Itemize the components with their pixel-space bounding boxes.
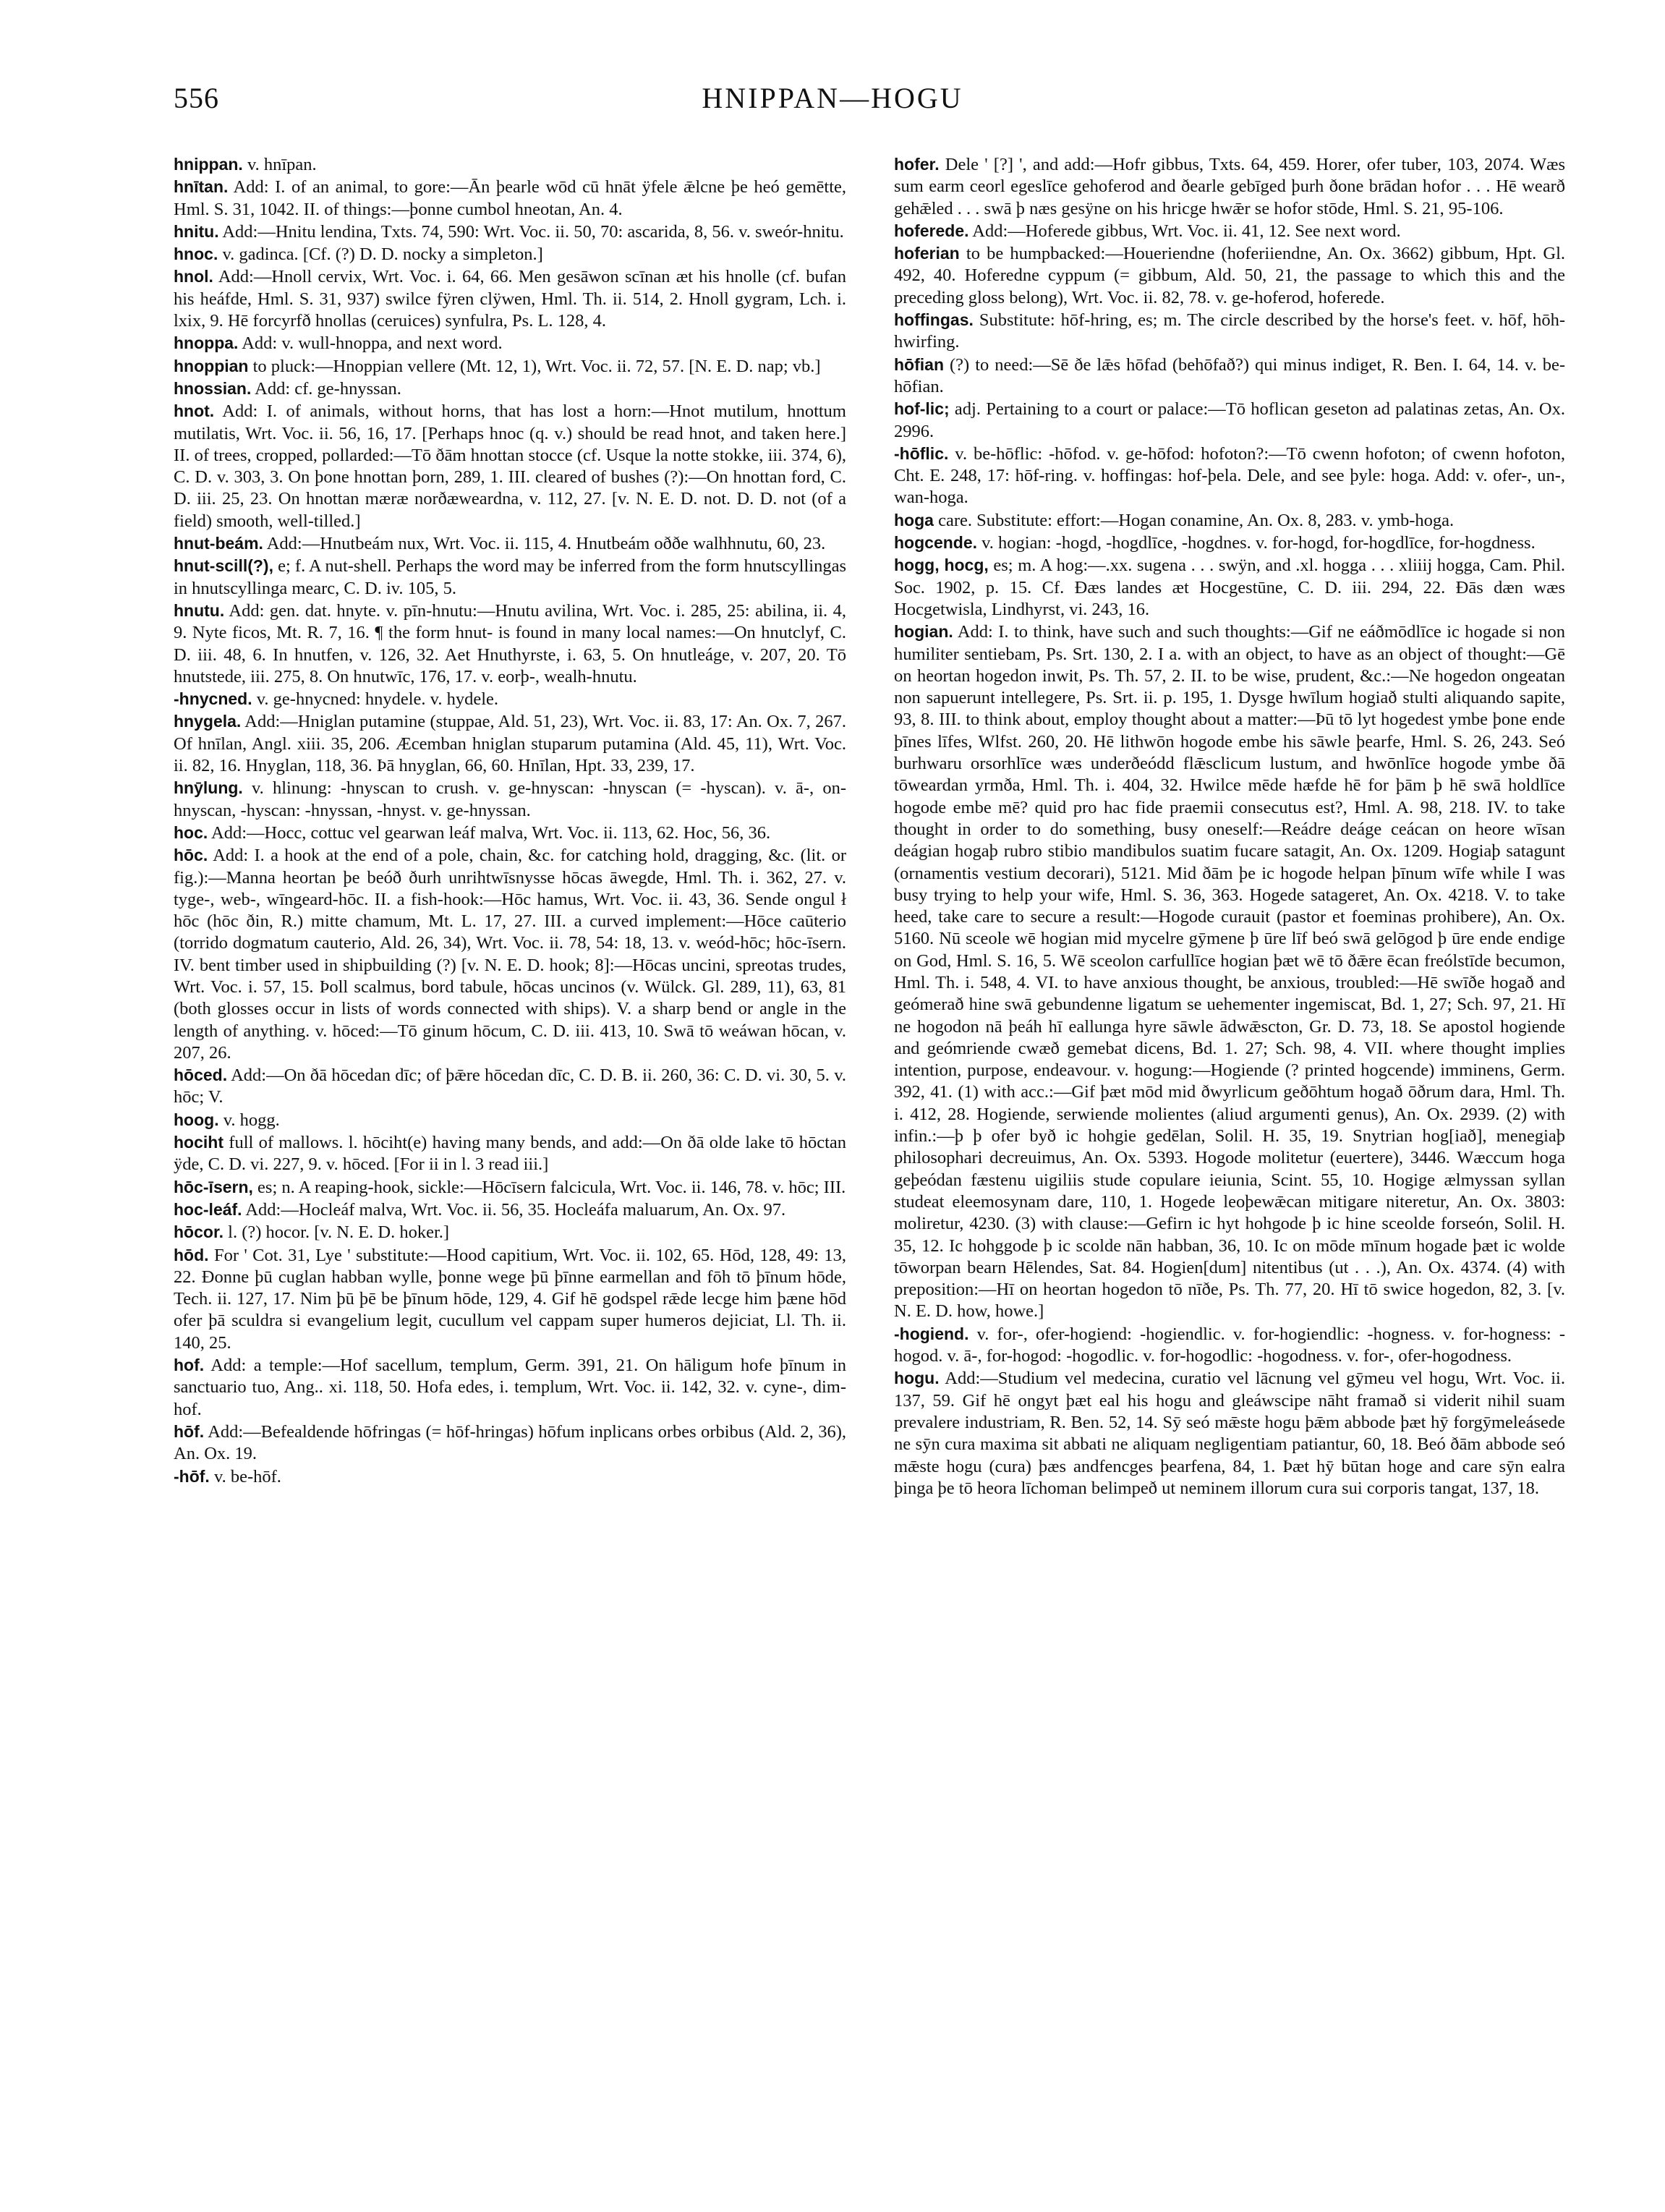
entry-text: es; m. A hog:—.xx. sugena . . . swÿn, and .xl. hogga . . . xliiij hogga, Cam. Phil. Soc. 1902, p. 15. Cf. Ðæs landes æt Hocgestūne, C. D. iii. 294, 22. Ðās dæn wæs Hocgetwisla, Lindhyrst, vi. 243, 16.: [894, 556, 1565, 619]
dictionary-entry: [894, 443, 1565, 509]
dictionary-entry: [174, 1199, 846, 1221]
dictionary-entry: [894, 398, 1565, 443]
entry-headword: hoc.: [174, 822, 208, 842]
entry-headword: hnossian.: [174, 378, 252, 398]
entry-headword: hogian.: [894, 622, 953, 642]
entry-headword: hnut-beám.: [174, 534, 263, 553]
entry-headword: -hōf.: [174, 1466, 210, 1486]
dictionary-entry: [174, 153, 846, 176]
entry-headword: hoffingas.: [894, 310, 974, 330]
dictionary-entry: [174, 1466, 846, 1488]
entry-headword: hof-lic;: [894, 399, 950, 419]
entry-text: Add:—Hocleáf malva, Wrt. Voc. ii. 56, 35. Hocleáfa maluarum, An. Ox. 97.: [242, 1199, 786, 1220]
entry-text: For ' Cot. 31, Lye ' substitute:—Hood capitium, Wrt. Voc. ii. 102, 65. Hōd, 128, 49: 13, 22. Ðonne þū cuglan habban wylle, þonne wege þū þīnne earmellan and fōh tō þīnum hōde, Tech. ii. 127, 17. Nim þū þē be þīnum hōde, 129, 4. Gif hē godspel rǣde lecge him þæne hōd ofer þā sculdra si evangelium legit, cucullum vel cappam super humeros dejiciat, Ll. Th. ii. 140, 25.: [174, 1245, 846, 1353]
entry-text: v. hlinung: -hnyscan to crush. v. ge-hnyscan: -hnyscan (= -hyscan). v. ā-, on-hnyscan, -hyscan: -hnyssan, -hnyst. v. ge-hnyssan.: [174, 778, 846, 820]
dictionary-entry: [174, 844, 846, 1064]
entry-text: Add: I. a hook at the end of a pole, chain, &c. for catching hold, dragging, &c. (lit. or fig.):—Manna heortan þe beóð ðurh unrihtwīsnysse hōcas āwegde, Hml. Th. i. 362, 27. v. tyge-, web-, wīngeard-hōc. II. a fish-hook:—Hōc hamus, Wrt. Voc. ii. 43, 36. Sende ongul ł hōc (hōc ðin, R.) mitte chamum, Mt. L. 17, 27. III. a curved implement:—Hōce caūterio (torrido dogmatum cauterio, Ald. 26, 34), Wrt. Voc. ii. 78, 54: 18, 13. v. weód-hōc; hōc-īsern. IV. bent timber used in shipbuilding (?) [v. N. E. D. hook; 8]:—Hōcas uncini, spreotas trudes, Wrt. Voc. i. 57, 15. Þoll scalmus, bord tabule, hōcas uncinos (v. Wülck. Gl. 289, 11), 63, 81 (both glosses occur in lists of words connected with ships). V. a sharp bend or angle in the length of anything. v. hōced:—Tō ginum hōcum, C. D. iii. 413, 10. Swā tō weáwan hōcan, v. 207, 26.: [174, 846, 846, 1063]
entry-headword: hōcor.: [174, 1222, 224, 1242]
dictionary-entry: [174, 710, 846, 777]
entry-headword: hōc-īsern,: [174, 1177, 253, 1196]
entry-text: Add: a temple:—Hof sacellum, templum, Germ. 391, 21. On hāligum hofe þīnum in sanctuario tuo, Ang.. xi. 118, 50. Hofa edes, i. templum, Wrt. Voc. ii. 142, 32. v. cyne-, dim-hof.: [174, 1356, 846, 1419]
entry-headword: hoga: [894, 510, 934, 529]
entry-text: to be humpbacked:—Houeriendne (hoferiiendne, An. Ox. 3662) gibbum, Hpt. Gl. 492, 40. Hoferedne cyppum (= gibbum, Ald. 50, 21, the passage to which this and the preceding gloss belong), Wrt. Voc. ii. 82, 78. v. ge-hoferod, hoferede.: [894, 244, 1565, 307]
entry-text: Add: I. of an animal, to gore:—Ān þearle wōd cū hnāt ÿfele ǣlcne þe heó gemētte, Hml. S. 31, 1042. II. of things:—þonne cumbol hneotan, An. 4.: [174, 177, 846, 219]
dictionary-entry: [174, 378, 846, 400]
entry-headword: hofer.: [894, 155, 940, 174]
entry-text: adj. Pertaining to a court or palace:—Tō hoflican geseton ad palatinas zetas, An. Ox. 2996.: [894, 399, 1565, 441]
entry-headword: hoc-leáf.: [174, 1199, 242, 1219]
dictionary-entry: [894, 554, 1565, 621]
dictionary-entry: [174, 265, 846, 332]
entry-headword: hnutu.: [174, 600, 225, 620]
entry-headword: hnygela.: [174, 712, 242, 731]
dictionary-entry: [174, 243, 846, 265]
dictionary-entry: [174, 600, 846, 688]
entry-headword: -hnycned.: [174, 689, 252, 709]
dictionary-entry: [174, 332, 846, 354]
entry-headword: hnippan.: [174, 155, 243, 174]
entry-text: Dele ' [?] ', and add:—Hofr gibbus, Txts. 64, 459. Horer, ofer tuber, 103, 2074. Wæs sum earm ceorl egeslīce gehoferod and ðearle gebīged þurh ðone brādan hofor . . . Hē wearð gehǣled . . . swā þ næs gesÿne on his hricge hwǣr se hofor stōde, Hml. S. 21, 95-106.: [894, 155, 1565, 218]
entry-text: l. (?) hocor. [v. N. E. D. hoker.]: [223, 1222, 450, 1243]
entry-text: Substitute: hōf-hring, es; m. The circle described by the horse's feet. v. hōf, hōh-hwirfing.: [894, 310, 1565, 352]
dictionary-entry: [894, 220, 1565, 242]
dictionary-entry: [174, 176, 846, 221]
entry-text: Add:—On ðā hōcedan dīc; of þǣre hōcedan dīc, C. D. B. ii. 260, 36: C. D. vi. 30, 5. v. hōc; V.: [174, 1065, 846, 1107]
right-column: [894, 153, 1565, 1500]
entry-headword: hnitu.: [174, 221, 219, 241]
dictionary-entry: [894, 1367, 1565, 1500]
entry-headword: -hogiend.: [894, 1324, 969, 1343]
dictionary-entry: [174, 777, 846, 822]
dictionary-entry: [174, 1221, 846, 1243]
running-head: HNIPPAN—HOGU: [702, 82, 963, 114]
entry-text: (?) to need:—Sē ðe lǣs hōfad (behōfað?) qui minus indiget, R. Ben. I. 64, 14. v. be-hōfian.: [894, 354, 1565, 396]
entry-text: Add:—Befealdende hōfringas (= hōf-hringas) hōfum inplicans orbes orbibus (Ald. 2, 36), An. Ox. 19.: [174, 1421, 846, 1464]
page-number: 556: [174, 82, 219, 114]
dictionary-entry: [174, 532, 846, 555]
dictionary-entry: [894, 1323, 1565, 1368]
dictionary-entry: [894, 242, 1565, 309]
entry-headword: hnoc.: [174, 244, 218, 264]
entry-text: v. hnīpan.: [242, 155, 317, 174]
entry-text: es; n. A reaping-hook, sickle:—Hōcīsern falcicula, Wrt. Voc. ii. 146, 78. v. hōc; III.: [252, 1177, 846, 1197]
dictionary-entry: [174, 1064, 846, 1109]
dictionary-entry: [174, 400, 846, 532]
entry-text: v. be-hōflic: -hōfod. v. ge-hōfod: hofoton?:—Tō cwenn hofoton; of cwenn hofoton, Cht. E. 248, 17: hōf-ring. v. hoffingas: hof-þela. Dele, and see þyle: hoga. Add: v. ofer-, un-, wan-hoga.: [894, 443, 1565, 508]
entry-headword: hōf.: [174, 1421, 205, 1441]
entry-text: Add:—Hniglan putamine (stuppae, Ald. 51, 23), Wrt. Voc. ii. 83, 17: An. Ox. 7, 267. Of hnīlan, Angl. xiii. 35, 206. Æcemban hniglan stuparum putamina (Ald. 45, 11), Wrt. Voc. ii. 82, 16. Hnyglan, 118, 36. Þā hnyglan, 66, 60. Hnīlan, Hpt. 33, 239, 17.: [174, 712, 846, 776]
entry-headword: hnut-scill(?),: [174, 556, 273, 576]
dictionary-entry: [894, 621, 1565, 1323]
entry-headword: hōc.: [174, 846, 208, 865]
entry-text: Add: gen. dat. hnyte. v. pīn-hnutu:—Hnutu avilina, Wrt. Voc. i. 285, 25: abilina, ii. 4, 9. Nyte ficos, Mt. R. 7, 16. ¶ the form hnut- is found in many local names:—On hnutclyf, C. D. iii. 48, 6. In hnutfen, v. 126, 32. Aet Hnuthyrste, i. 63, 5. On hnutleáge, v. 207, 20. Tō hnutstede, iii. 275, 8. On hnutwīc, 176, 17. v. eorþ-, wealh-hnutu.: [174, 600, 846, 686]
entry-text: v. gadinca. [Cf. (?) D. D. nocky a simpleton.]: [218, 244, 543, 265]
entry-headword: hnȳlung.: [174, 778, 243, 798]
entry-headword: hof.: [174, 1356, 205, 1375]
dictionary-entry: [174, 555, 846, 600]
entry-text: Add:—Hnitu lendina, Txts. 74, 590: Wrt. Voc. ii. 50, 70: ascarida, 8, 56. v. sweór-hnitu.: [218, 221, 844, 242]
entry-headword: hoferede.: [894, 221, 969, 240]
entry-headword: hoferian: [894, 244, 960, 263]
dictionary-entry: [174, 1176, 846, 1199]
entry-text: v. be-hōf.: [209, 1466, 281, 1486]
entry-text: e; f. A nut-shell. Perhaps the word may be inferred from the form hnutscyllingas in hnutscyllinga mearc, C. D. iv. 105, 5.: [174, 556, 846, 598]
entry-text: Add:—Hocc, cottuc vel gearwan leáf malva, Wrt. Voc. ii. 113, 62. Hoc, 56, 36.: [208, 822, 771, 843]
entry-headword: hoog.: [174, 1110, 219, 1129]
dictionary-entry: [174, 221, 846, 243]
entry-headword: hnoppa.: [174, 333, 239, 353]
dictionary-entry: [174, 1244, 846, 1354]
dictionary-entry: [894, 153, 1565, 220]
entry-text: Add:—Hoferede gibbus, Wrt. Voc. ii. 41, 12. See next word.: [968, 221, 1401, 241]
entry-text: v. hogian: -hogd, -hogdlīce, -hogdnes. v. for-hogd, for-hogdlīce, for-hogdness.: [977, 533, 1536, 553]
entry-text: Add: I. to think, have such and such thoughts:—Gif ne eáðmōdlīce ic hogade si non humiliter sentiebam, Ps. Srt. 130, 2. I a. with an object, to have as an object of thought:—Gē on heortan hogedon inwit, Ps. Th. 57, 2. II. to be wise, prudent, &c.:—Ne hogedon ongeatan non sapuerunt intellegere, Ps. Srt. ii. p. 195, 1. Dysge hwīlum hogiað stulti aliquando sapite, 93, 8. III. to think about, employ thought about a matter:—Þū tō lyt hogedest ymbe þone ende þīnes līfes, Wlfst. 260, 20. Hē lithwōn hogode embe his sāwle þearfe, Hml. S. 26, 243. Seó burhwaru orsorhlīce wæs underðeódd flǣsclicum lustum, and hwōnlīce hogode ymbe ðā tōweardan yrmða, Hml. Th. i. 404, 32. Hwilce mēde hæfde hē for þām þ hē swā holdlīce hogode embe mē? quid pro hac fide praemii consecutus est?, Hml. A. 98, 218. IV. to take thought in order to do something, busy oneself:—Reádre deáge ceácan on heore wīsan deágian hogaþ rubro stibio mandibulos suatim fucare satagit, An. Ox. 1209. Hogiaþ satagunt (ornamentis vestium decorari), 5121. Mid ðām þe ic hogode helpan þīnum wīfe while I was busy trying to help your wife, Hml. S. 36, 363. Hogede satageret, An. Ox. 4218. V. to take heed, take care to secure a result:—Hogode curauit (pastor et foeminas prohibere), An. Ox. 5160. Nū sceole wē hogian mid mycelre gȳmene þ ūre līf beó swā gelōgod þ ūre ende endige on God, Hml. S. 16, 5. Wē sceolon carfullīce hogian þæt wē tō ðǣre ēcan freólstīde becumon, Hml. Th. i. 548, 4. VI. to have anxious thought, be anxious, troubled:—Hē swīðe hogað and geómerað hine swā gebundenne ligatum se uehementer ingemiscat, Bd. 1, 27; Sch. 97, 21. Hī ne hogodon nā þeáh hī eallunga hyre sāwle ādwǣscton, Gr. D. 73, 18. Se apostol hogiende and geómriende cwæð gemebat dicens, Bd. 1. 27; Sch. 98, 4. VII. where thought implies intention, purpose, endeavour. v. hogung:—Hogiende (? printed hogcende) imminens, Germ. 392, 41. (1) with acc.:—Gif þæt mōd mid ðwyrlicum geðōhtum hogað ōðrum dara, Hml. Th. i. 412, 28. Hogiende, serwiende molientes (aliud argumenti genus), An. Ox. 2939. (2) with infin.:—þ þ ofer byð ic hohgie gedēlan, Solil. H. 35, 19. Snytrian hog[iað], menegiaþ philosophari decreuimus, An. Ox. 5393. Hogode molitetur (euertere), 3446. Wæccum hoga geþeódan fæstenu uigiliis stude copulare ieiunia, Scint. 55, 10. Hogige ælmyssan syllan studeat eleemosynam dare, 110, 1. Hogede leoþewǣcan mitigare niteretur, An. Ox. 3803: moliretur, 4230. (3) with clause:—Gefirn ic hyt hohgode þ ic hine sceolde forseón, Solil. H. 35, 12. Ic hohggode þ ic scolde nān habban, 36, 10. Ic on mōde mīnum hogade þæt ic wolde tōworpan bearn Hēlendes, Sat. 84. Hogien[dum] nitentibus (ut . . .), An. Ox. 4374. (4) with preposition:—Hī on heortan hogedon tō nīðe, Ps. Th. 77, 20. Hī tō swice hogedon, 82, 3. [v. N. E. D. how, howe.]: [894, 622, 1565, 1322]
entry-text: Add: I. of animals, without horns, that has lost a horn:—Hnot mutilum, hnottum mutilatis, Wrt. Voc. ii. 56, 16, 17. [Perhaps hnoc (q. v.) should be read hnot, and taken here.] II. of trees, cropped, pollarded:—Tō ðām hnottan stocce (cf. Usque la notte stokke, iii. 374, 6), C. D. v. 303, 3. On þone hnottan þorn, 289, 1. III. cleared of bushes (?):—On hnottan ford, C. D. iii. 25, 23. On hnottan mæræ norðæweardna, v. 112, 27. [v. N. E. D. not. D. D. not (of a field) smooth, well-tilled.]: [174, 401, 846, 531]
entry-text: v. hogg.: [218, 1110, 280, 1130]
entry-text: Add: v. wull-hnoppa, and next word.: [238, 333, 503, 354]
entry-text: v. ge-hnycned: hnydele. v. hydele.: [252, 689, 499, 710]
entry-headword: hociht: [174, 1133, 223, 1152]
entry-headword: hōced.: [174, 1065, 228, 1085]
entry-text: full of mallows. l. hōciht(e) having many bends, and add:—On ðā olde lake tō hōctan ÿde, C. D. vi. 227, 9. v. hōced. [For ii in l. 3 read iii.]: [174, 1133, 846, 1175]
dictionary-entry: [174, 1421, 846, 1466]
entry-headword: hogu.: [894, 1369, 940, 1388]
entry-text: care. Substitute: effort:—Hogan conamine, An. Ox. 8, 283. v. ymb-hoga.: [933, 510, 1455, 530]
dictionary-entry: [174, 1131, 846, 1176]
dictionary-entry: [174, 355, 846, 378]
dictionary-entry: [174, 1354, 846, 1421]
dictionary-entry: [894, 354, 1565, 399]
left-column: [174, 153, 846, 1488]
dictionary-entry: [174, 822, 846, 844]
entry-headword: hogcende.: [894, 533, 978, 553]
entry-text: to pluck:—Hnoppian vellere (Mt. 12, 1), Wrt. Voc. ii. 72, 57. [N. E. D. nap; vb.]: [248, 356, 821, 376]
dictionary-entry: [174, 688, 846, 710]
entry-headword: hogg, hocg,: [894, 556, 989, 575]
entry-text: v. for-, ofer-hogiend: -hogiendlic. v. for-hogiendlic: -hogness. v. for-hogness: -hogod. v. ā-, for-hogod: -hogodlic. v. for-hogodlic: -hogodness. v. for-, ofer-hogodness.: [894, 1324, 1565, 1366]
entry-headword: hōfian: [894, 354, 944, 374]
entry-text: Add:—Studium vel medecina, curatio vel lācnung vel gȳmeu vel hogu, Wrt. Voc. ii. 137, 59. Gif hē ongyt þæt eal his hogu and gleáwscipe nāht framað si viderit nihil suam prevalere industriam, R. Ben. 52, 14. Sȳ seó mǣste hogu þǣm abbode þæt hȳ forgȳmeleásede ne sȳn cura maxima sit abbati ne aliquam negligentiam patiantur, 60, 18. Beó ðām abbode seó mǣste hogu (cura) þæs andfencges þearfena, 84, 1. Þæt hȳ būtan hoge and care sȳn ealra þinga þe tō heora līchoman belimpeð ut neminem illorum cura sui corporis tangat, 137, 18.: [894, 1369, 1565, 1498]
entry-text: Add: cf. ge-hnyssan.: [251, 378, 401, 399]
entry-headword: hnoppian: [174, 356, 249, 375]
entry-headword: hnot.: [174, 401, 215, 421]
dictionary-entry: [894, 509, 1565, 532]
entry-headword: -hōflic.: [894, 443, 949, 463]
entry-text: Add:—Hnutbeám nux, Wrt. Voc. ii. 115, 4. Hnutbeám oððe walhhnutu, 60, 23.: [263, 534, 826, 554]
dictionary-entry: [174, 1109, 846, 1131]
entry-text: Add:—Hnoll cervix, Wrt. Voc. i. 64, 66. Men gesāwon scīnan æt his hnolle (cf. bufan his heáfde, Hml. S. 31, 937) swilce fÿren clÿwen, Hml. Th. ii. 514, 2. Hnoll gygram, Lch. i. lxix, 9. Hē forcyrfð hnollas (ceruices) synfulra, Ps. L. 128, 4.: [174, 267, 846, 331]
dictionary-entry: [894, 309, 1565, 354]
entry-headword: hnītan.: [174, 177, 229, 197]
entry-headword: hōd.: [174, 1245, 209, 1264]
entry-headword: hnol.: [174, 267, 213, 286]
dictionary-entry: [894, 532, 1565, 554]
